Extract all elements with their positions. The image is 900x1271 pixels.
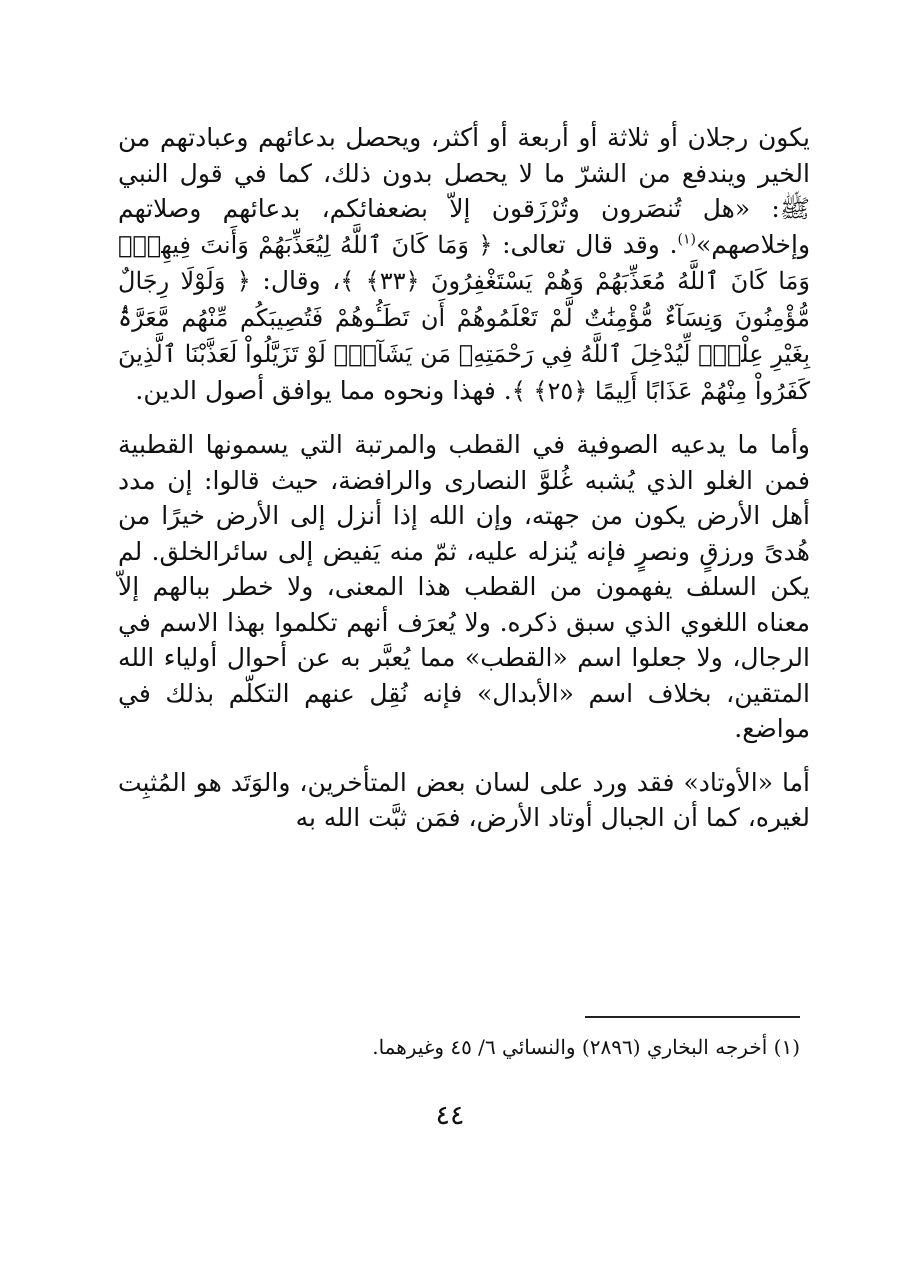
quran-verse-1: ﴿ وَمَا كَانَ ٱللَّهُ لِيُعَذِّبَهُمْ وَأَنتَ فِيهِمْۚ وَمَا كَانَ ٱللَّهُ مُعَذِّبَهُمْ وَهُمْ يَسْتَغْفِرُونَ ﴿٣٣﴾ ﴾ [118, 230, 810, 295]
paragraph-3-text: أما «الأوتاد» فقد ورد على لسان بعض المتأخرين، والوَتَد هو المُثبِت لغيره، كما أن الجبال أوتاد الأرض، فمَن ثبَّت الله به [118, 767, 810, 832]
paragraph-1-closing: . فهذا ونحوه مما يوافق أصول الدين. [135, 375, 512, 405]
quran-verse-2: ﴿ وَلَوْلَا رِجَالٌ مُّؤْمِنُونَ وَنِسَآءٌ مُّؤْمِنَٰتٌ لَّمْ تَعْلَمُوهُمْ أَن تَطَـُٔوهُمْ فَتُصِيبَكُم مِّنْهُم مَّعَرَّةُۢ بِغَيْرِ عِلْمٍۖ لِّيُدْخِلَ ٱللَّهُ فِي رَحْمَتِهِۦ مَن يَشَآءُۚ لَوْ تَزَيَّلُواْ لَعَذَّبْنَا ٱلَّذِينَ كَفَرُواْ مِنْهُمْ عَذَابًا أَلِيمًا ﴿٢٥﴾ ﴾ [118, 267, 810, 405]
footnote-divider [585, 1016, 800, 1018]
page-number: ٤٤ [435, 1100, 465, 1131]
paragraph-1 [118, 120, 810, 409]
paragraph-2 [118, 427, 810, 747]
paragraph-1-after-ref: . وقد قال تعالى: [492, 229, 678, 259]
footnote-number: (١) [773, 1035, 800, 1059]
paragraph-1-between-verses: ، وقال: [250, 266, 341, 295]
paragraph-2-text: وأما ما يدعيه الصوفية في القطب والمرتبة التي يسمونها القطبية فمن الغلو الذي يُشبه غُلوَّ النصارى والرافضة، حيث قالوا: إن مدد أهل الأرض يكون من جهته، وإن الله إذا أنزل إلى الأرض خيرًا من هُدىً ورزقٍ ونصرٍ فإنه يُنزله عليه، ثمّ منه يَفيض إلى سائرالخلق. لم يكن السلف يفهمون من القطب هذا المعنى، ولا خطر ببالهم إلاّ معناه اللغوي الذي سبق ذكره. ولا يُعرَف أنهم تكلموا بهذا الاسم في الرجال، ولا جعلوا اسم «القطب» مما يُعبَّر به عن أحوال أولياء الله المتقين، بخلاف اسم «الأبدال» فإنه نُقِل عنهم التكلّم بذلك في مواضع. [118, 430, 810, 743]
main-text [118, 120, 810, 854]
paragraph-3 [118, 765, 810, 836]
footnote-text: أخرجه البخاري (٢٨٩٦) والنسائي ٦/ ٤٥ وغيرهما. [372, 1035, 768, 1059]
paragraph-1-text: يكون رجلان أو ثلاثة أو أربعة أو أكثر، ويحصل بدعائهم وعبادتهم من الخير ويندفع من الشرّ ما لا يحصل بدون ذلك، كما في قول النبي ﷺ: «هل تُنصَرون وتُرْزَقون إلاّ بضعفائكم، بدعائهم وصلاتهم وإخلاصهم» [118, 123, 811, 259]
footnote-reference[interactable]: (١) [677, 231, 696, 248]
footnote-1 [110, 1030, 800, 1064]
